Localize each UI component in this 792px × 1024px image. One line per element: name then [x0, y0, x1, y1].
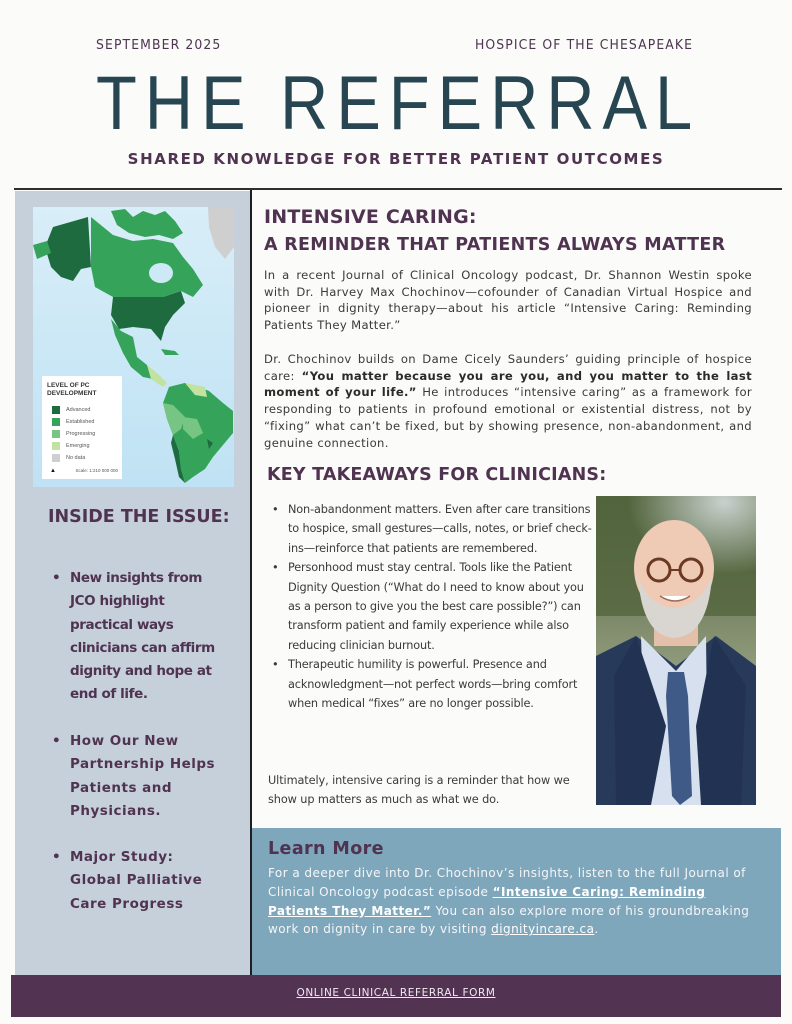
map-scale: Scale: 1:210 000 000 [75, 468, 118, 473]
takeaways-list [272, 500, 592, 713]
legend-item: Emerging [52, 442, 90, 450]
article-heading: INTENSIVE CARING: [264, 206, 477, 228]
footer-bar [11, 975, 781, 1017]
article-subheading: A REMINDER THAT PATIENTS ALWAYS MATTER [264, 235, 726, 255]
north-arrow-icon: ▲ [50, 468, 56, 474]
newsletter-title: THE REFERRAL [96, 61, 701, 146]
article-paragraph: In a recent Journal of Clinical Oncology podcast, Dr. Shannon Westin spoke with Dr. Harvey Max Chochinov—cofounder of Canadian Virtual Hospice and pioneer in dignity therapy—about his article “Intensive Caring: Reminding Patients They Matter.” [264, 268, 752, 333]
takeaway-item: • Therapeutic humility is powerful. Presence and acknowledgment—not perfect words—bring comfort when medical “fixes” are no longer possible. [272, 655, 592, 713]
referral-form-link[interactable]: ONLINE CLINICAL REFERRAL FORM [296, 987, 496, 999]
takeaway-item: • Non-abandonment matters. Even after care transitions to hospice, small gestures—calls, notes, or brief check-ins—reinforce that patients are remembered. [272, 500, 592, 558]
bullet-icon: • [52, 570, 61, 586]
takeaways-heading: KEY TAKEAWAYS FOR CLINICIANS: [267, 465, 607, 485]
organization-name: HOSPICE OF THE CHESAPEAKE [474, 37, 693, 53]
bullet-icon: • [272, 561, 279, 575]
newsletter-tagline: SHARED KNOWLEDGE FOR BETTER PATIENT OUTCOMES [127, 150, 665, 168]
legend-item: Progressing [52, 430, 95, 438]
legend-item: No data [52, 454, 85, 462]
inside-issue-heading: INSIDE THE ISSUE: [48, 507, 230, 527]
learn-more-text: For a deeper dive into Dr. Chochinov’s insights, listen to the full Journal of Clinical Oncology podcast episode “Intensive Caring: Reminding Patients They Matter.” You can also explore more of his groundbreaking work on dignity in care by visiting dignityincare.ca. [268, 866, 750, 937]
portrait-image [596, 496, 756, 805]
issue-item[interactable]: • How Our New Partnership Helps Patients and Physicians. [52, 730, 227, 823]
legend-swatch-progressing [52, 430, 60, 438]
map-legend [42, 376, 122, 479]
legend-item: Advanced [52, 406, 90, 414]
bullet-icon: • [52, 849, 62, 865]
learn-more-heading: Learn More [268, 839, 384, 859]
podcast-episode-link[interactable]: “Intensive Caring: Reminding Patients They Matter.” [268, 884, 706, 918]
issue-item[interactable]: • New insights from JCO highlight practical ways clinicians can affirm dignity and hope at end of life. [52, 567, 227, 707]
article-paragraph: Dr. Chochinov builds on Dame Cicely Saunders’ guiding principle of hospice care: “You matter because you are you, and you matter to the last moment of your life.” He introduces “intensive caring” as a framework for responding to patients in profound emotional or existential distress, not by “fixing” what can’t be fixed, but by showing presence, non-abandonment, and genuine connection. [264, 352, 752, 450]
learn-more-section [252, 828, 781, 975]
header-divider [14, 188, 782, 190]
legend-swatch-no-data [52, 454, 60, 462]
legend-swatch-emerging [52, 442, 60, 450]
legend-swatch-established [52, 418, 60, 426]
portrait-photo [596, 496, 756, 805]
legend-swatch-advanced [52, 406, 60, 414]
takeaway-item: • Personhood must stay central. Tools like the Patient Dignity Question (“What do I need to know about you as a person to give you the best care possible?”) can transform patient and family experience while also reducing clinician burnout. [272, 558, 592, 655]
dignityincare-link[interactable]: dignityincare.ca [491, 922, 595, 937]
saunders-quote: “You matter because you are you, and you matter to the last moment of your life.” [264, 368, 752, 400]
bullet-icon: • [272, 658, 279, 672]
closing-paragraph: Ultimately, intensive caring is a reminder that how we show up matters as much as what we do. [268, 774, 570, 807]
issue-item[interactable]: • Major Study: Global Palliative Care Progress [52, 846, 227, 916]
issue-date: SEPTEMBER 2025 [96, 37, 222, 53]
bullet-icon: • [52, 733, 62, 749]
map-legend-title: LEVEL OF PC DEVELOPMENT [47, 382, 97, 397]
legend-item: Established [52, 418, 94, 426]
bullet-icon: • [272, 503, 279, 516]
